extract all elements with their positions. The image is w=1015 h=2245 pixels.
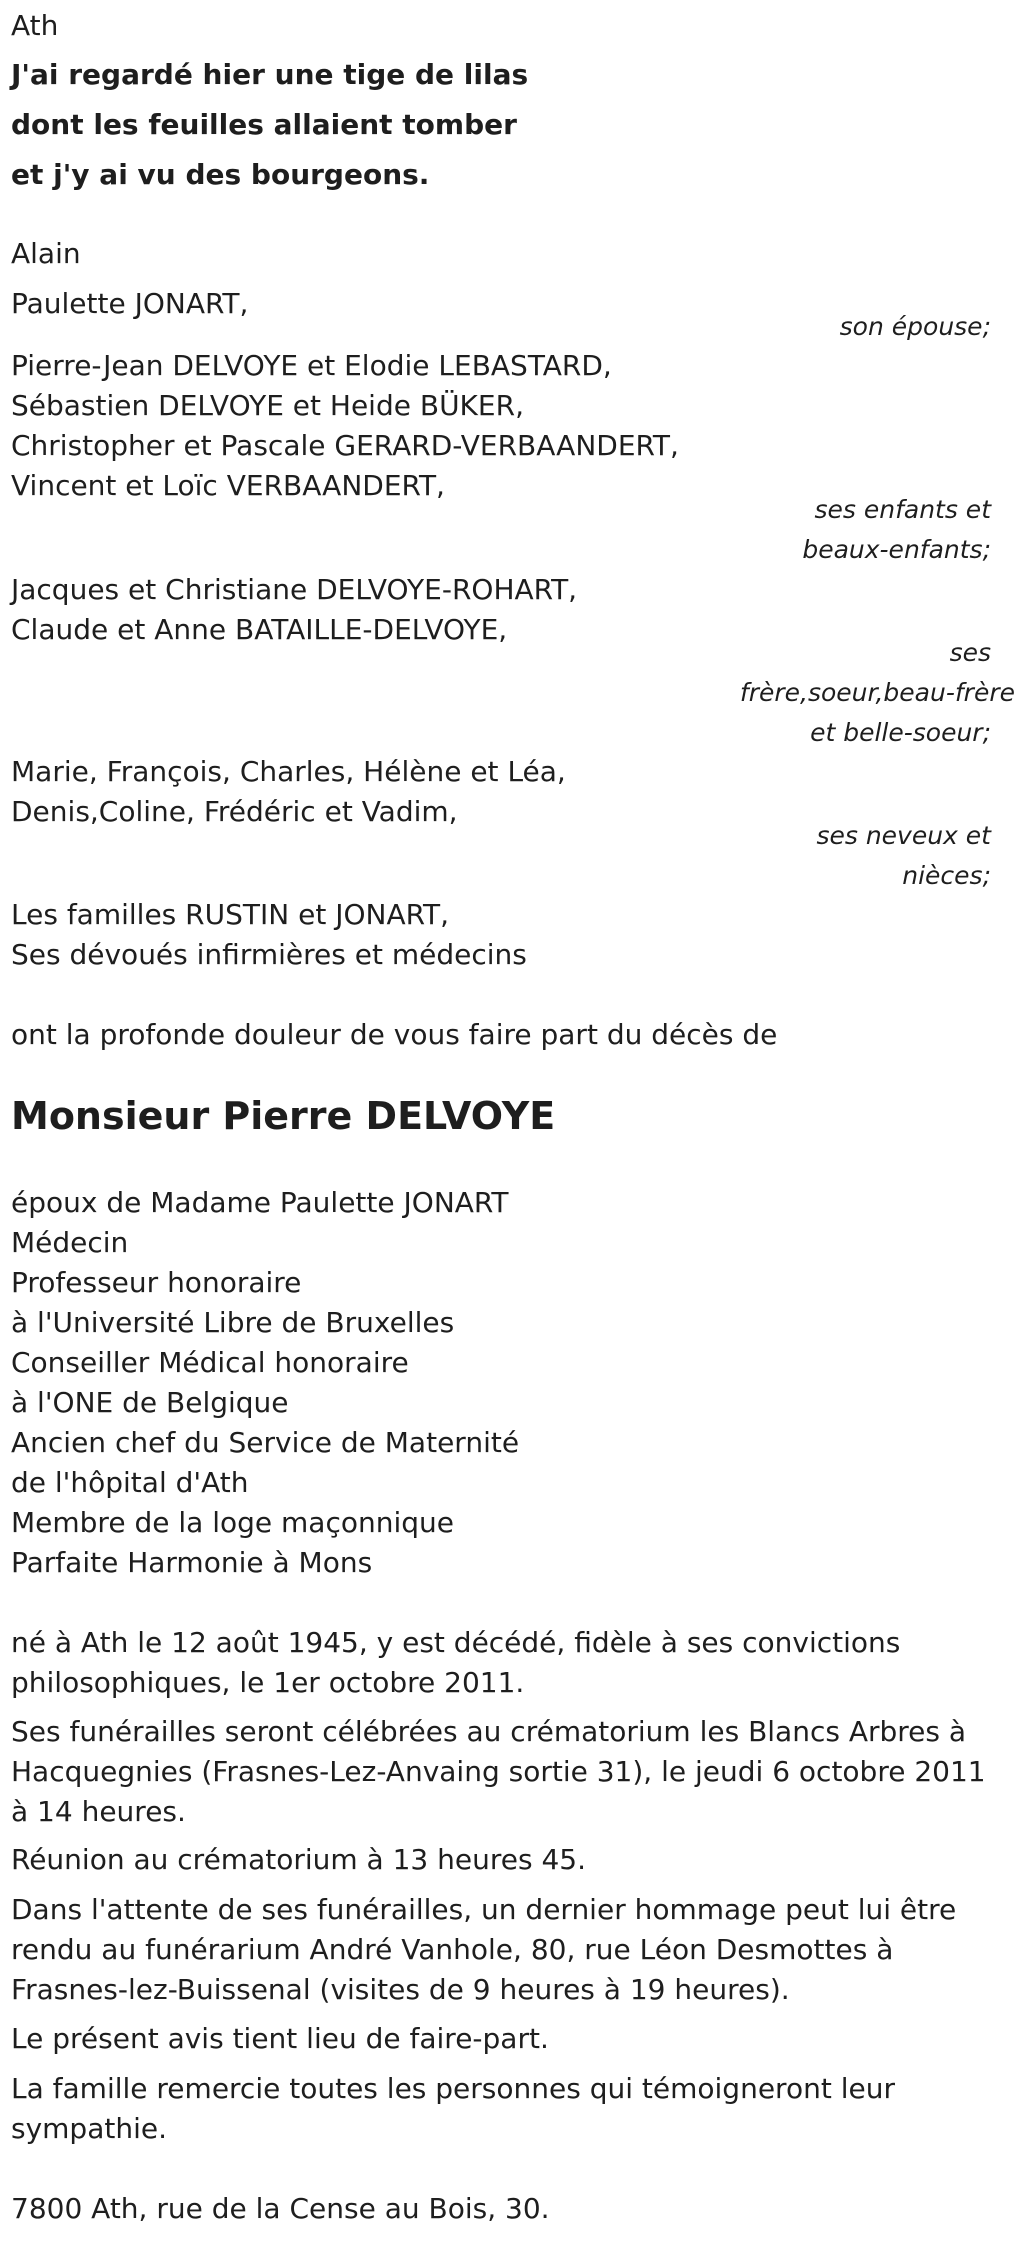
deceased-title: Conseiller Médical honoraire — [11, 1346, 409, 1379]
deceased-title: à l'ONE de Belgique — [11, 1386, 289, 1419]
homage-paragraph: Dans l'attente de ses funérailles, un dernier hommage peut lui être rendu au funérarium André Vanhole, 80, rue Léon Desmottes à Frasnes-lez-Buissenal (visites de 9 heures à 19 heures). — [11, 1893, 957, 2006]
announcement: ont la profonde douleur de vous faire part du décès de — [11, 1018, 778, 1051]
siblings-relation: frère,soeur,beau-frère — [739, 678, 1015, 707]
birth-death-paragraph: né à Ath le 12 août 1945, y est décédé, fidèle à ses convictions philosophiques, le 1er octobre 2011. — [11, 1626, 901, 1699]
deceased-title: époux de Madame Paulette JONART — [11, 1186, 509, 1219]
poem-line: J'ai regardé hier une tige de lilas — [11, 58, 529, 91]
nephews-relation: nièces; — [902, 861, 991, 890]
funeral-paragraph: Ses funérailles seront célébrées au crématorium les Blancs Arbres à Hacquegnies (Frasnes-Lez-Anvaing sortie 31), le jeudi 6 octobre 2011 à 14 heures. — [11, 1715, 986, 1828]
deceased-title: Parfaite Harmonie à Mons — [11, 1546, 373, 1579]
deceased-title: Médecin — [11, 1226, 129, 1259]
deceased-title: à l'Université Libre de Bruxelles — [11, 1306, 455, 1339]
sibling-name: Claude et Anne BATAILLE-DELVOYE, — [11, 613, 508, 646]
siblings-relation: ses — [949, 638, 991, 667]
child-name: Christopher et Pascale GERARD-VERBAANDERT, — [11, 429, 679, 462]
place-heading: Ath — [11, 9, 59, 42]
deceased-title: de l'hôpital d'Ath — [11, 1466, 249, 1499]
siblings-relation: et belle-soeur; — [810, 718, 991, 747]
child-name: Sébastien DELVOYE et Heide BÜKER, — [11, 389, 524, 422]
thanks-paragraph: La famille remercie toutes les personnes qui témoigneront leur sympathie. — [11, 2072, 895, 2145]
notice-paragraph: Le présent avis tient lieu de faire-part. — [11, 2022, 549, 2055]
poem-line: dont les feuilles allaient tomber — [11, 108, 517, 141]
deceased-title: Ancien chef du Service de Maternité — [11, 1426, 520, 1459]
spouse-relation: son épouse; — [839, 312, 991, 341]
nephew-name: Marie, François, Charles, Hélène et Léa, — [11, 755, 566, 788]
sibling-name: Jacques et Christiane DELVOYE-ROHART, — [11, 573, 578, 606]
nephew-name: Denis,Coline, Frédéric et Vadim, — [11, 795, 458, 828]
children-relation: ses enfants et — [814, 495, 991, 524]
spouse-name: Paulette JONART, — [11, 287, 249, 320]
family-line: Les familles RUSTIN et JONART, — [11, 898, 450, 931]
deceased-title: Membre de la loge maçonnique — [11, 1506, 454, 1539]
nephews-relation: ses neveux et — [816, 821, 991, 850]
child-name: Vincent et Loïc VERBAANDERT, — [11, 469, 445, 502]
deceased-title: Professeur honoraire — [11, 1266, 302, 1299]
family-line: Ses dévoués infirmières et médecins — [11, 938, 527, 971]
child-name: Pierre-Jean DELVOYE et Elodie LEBASTARD, — [11, 349, 612, 382]
deceased-name: Monsieur Pierre DELVOYE — [11, 1094, 556, 1138]
children-relation: beaux-enfants; — [802, 535, 991, 564]
meeting-paragraph: Réunion au crématorium à 13 heures 45. — [11, 1843, 586, 1876]
address: 7800 Ath, rue de la Cense au Bois, 30. — [11, 2192, 550, 2225]
poem-line: et j'y ai vu des bourgeons. — [11, 158, 430, 191]
poem-signature: Alain — [11, 237, 81, 270]
